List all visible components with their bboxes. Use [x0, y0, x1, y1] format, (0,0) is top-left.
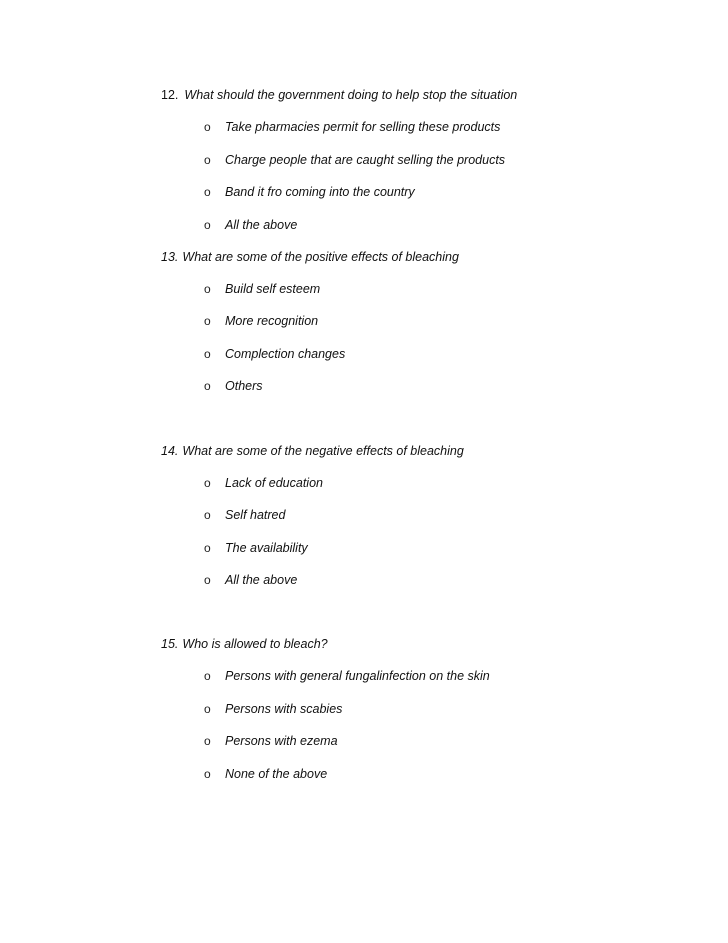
option-item — [204, 119, 500, 135]
option-item — [204, 766, 327, 782]
option-item — [204, 217, 297, 233]
bullet-icon: o — [204, 218, 211, 232]
option-item — [204, 184, 415, 200]
question-text: What should the government doing to help stop the situation — [184, 88, 518, 102]
bullet-icon: o — [204, 347, 211, 361]
bullet-icon: o — [204, 379, 211, 393]
option-text: Complection changes — [225, 347, 346, 361]
question-12 — [161, 87, 517, 103]
option-text: All the above — [225, 573, 298, 587]
option-item — [204, 540, 308, 556]
question-number: 15. — [161, 637, 179, 651]
option-text: Self hatred — [225, 508, 286, 522]
bullet-icon: o — [204, 734, 211, 748]
question-14 — [161, 443, 464, 459]
option-item — [204, 152, 505, 168]
option-item — [204, 701, 342, 717]
option-text: All the above — [225, 218, 298, 232]
option-text: Build self esteem — [225, 282, 321, 296]
bullet-icon: o — [204, 314, 211, 328]
bullet-icon: o — [204, 476, 211, 490]
option-text: The availability — [225, 541, 308, 555]
option-item — [204, 572, 297, 588]
question-text: Who is allowed to bleach? — [182, 637, 328, 651]
option-text: Band it fro coming into the country — [225, 185, 415, 199]
question-number: 12. — [161, 88, 179, 102]
bullet-icon: o — [204, 767, 211, 781]
option-item — [204, 281, 320, 297]
option-item — [204, 475, 323, 491]
question-text: What are some of the negative effects of bleaching — [182, 444, 464, 458]
bullet-icon: o — [204, 573, 211, 587]
option-item — [204, 313, 318, 329]
question-number: 13. — [161, 250, 179, 264]
option-text: None of the above — [225, 767, 328, 781]
bullet-icon: o — [204, 669, 211, 683]
option-text: Take pharmacies permit for selling these products — [225, 120, 501, 134]
bullet-icon: o — [204, 185, 211, 199]
question-text: What are some of the positive effects of bleaching — [182, 250, 459, 264]
bullet-icon: o — [204, 120, 211, 134]
option-item — [204, 346, 345, 362]
option-item — [204, 507, 285, 523]
question-15 — [161, 636, 328, 652]
bullet-icon: o — [204, 282, 211, 296]
question-13 — [161, 249, 459, 265]
option-text: Others — [225, 379, 263, 393]
option-item — [204, 733, 338, 749]
option-item — [204, 668, 490, 684]
option-text: Persons with ezema — [225, 734, 338, 748]
bullet-icon: o — [204, 153, 211, 167]
option-text: Persons with scabies — [225, 702, 343, 716]
option-item — [204, 378, 263, 394]
bullet-icon: o — [204, 508, 211, 522]
option-text: Lack of education — [225, 476, 323, 490]
question-number: 14. — [161, 444, 179, 458]
option-text: More recognition — [225, 314, 319, 328]
option-text: Charge people that are caught selling the products — [225, 153, 506, 167]
option-text: Persons with general fungalinfection on the skin — [225, 669, 490, 683]
bullet-icon: o — [204, 541, 211, 555]
bullet-icon: o — [204, 702, 211, 716]
